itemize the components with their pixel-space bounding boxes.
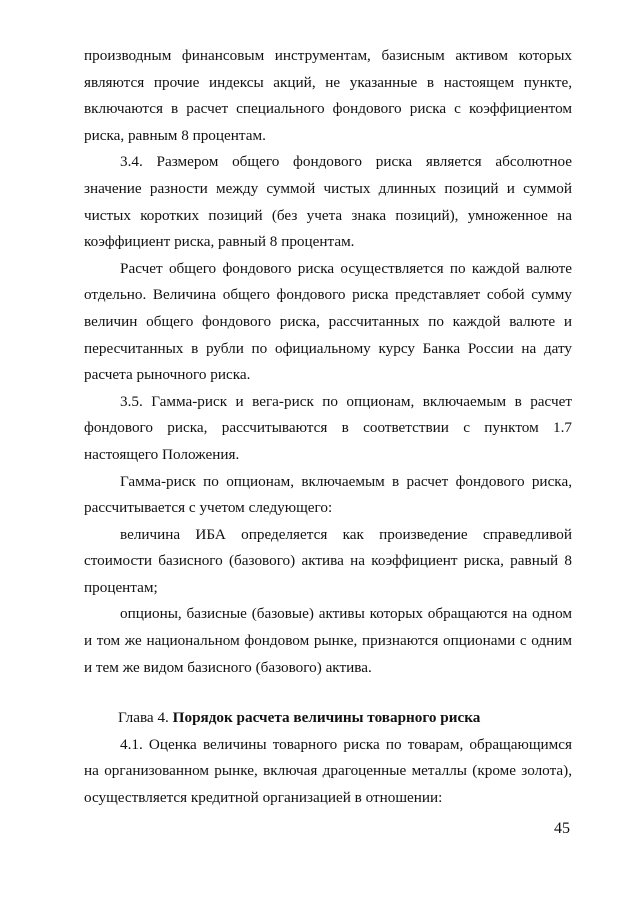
paragraph-iba-value: величина ИБА определяется как произведение справедливой стоимости базисного (базового) актива на коэффициент риска, равный 8 процентам; bbox=[84, 525, 572, 596]
paragraph-gamma-risk: Гамма-риск по опционам, включаемым в расчет фондового риска, рассчитывается с учетом следующего: bbox=[84, 472, 572, 517]
page-body bbox=[84, 43, 572, 812]
page-number: 45 bbox=[554, 820, 570, 837]
paragraph-continuation: производным финансовым инструментам, базисным активом которых являются прочие индексы акций, не указанные в настоящем пункте, включаются в расчет специального фондового риска с коэффициентом риска, равным 8 процентам. bbox=[84, 47, 572, 144]
chapter-heading bbox=[84, 705, 572, 732]
paragraph-options: опционы, базисные (базовые) активы которых обращаются на одном и том же национальном фондовом рынке, признаются опционами с одним и тем же видом базисного (базового) актива. bbox=[84, 605, 572, 676]
chapter-prefix: Глава 4. bbox=[118, 709, 173, 727]
paragraph-4-1: 4.1. Оценка величины товарного риска по товарам, обращающимся на организованном рынке, включая драгоценные металлы (кроме золота), осуществляется кредитной организацией в отношении: bbox=[84, 735, 572, 807]
paragraph-3-5: 3.5. Гамма-риск и вега-риск по опционам, включаемым в расчет фондового риска, рассчитываются в соответствии с пунктом 1.7 настоящего Положения. bbox=[84, 392, 572, 463]
paragraph-currency-calculation: Расчет общего фондового риска осуществляется по каждой валюте отдельно. Величина общего фондового риска представляет собой сумму величин общего фондового риска, рассчитанных по каждой валюте и пересчитанных в рубли по официальному курсу Банка России на дату расчета рыночного риска. bbox=[84, 259, 572, 384]
chapter-title: Порядок расчета величины товарного риска bbox=[172, 709, 481, 727]
paragraph-3-4: 3.4. Размером общего фондового риска является абсолютное значение разности между суммой чистых длинных позиций и суммой чистых коротких позиций (без учета знака позиций), умноженное на коэффициент риска, равный 8 процентам. bbox=[84, 153, 572, 251]
